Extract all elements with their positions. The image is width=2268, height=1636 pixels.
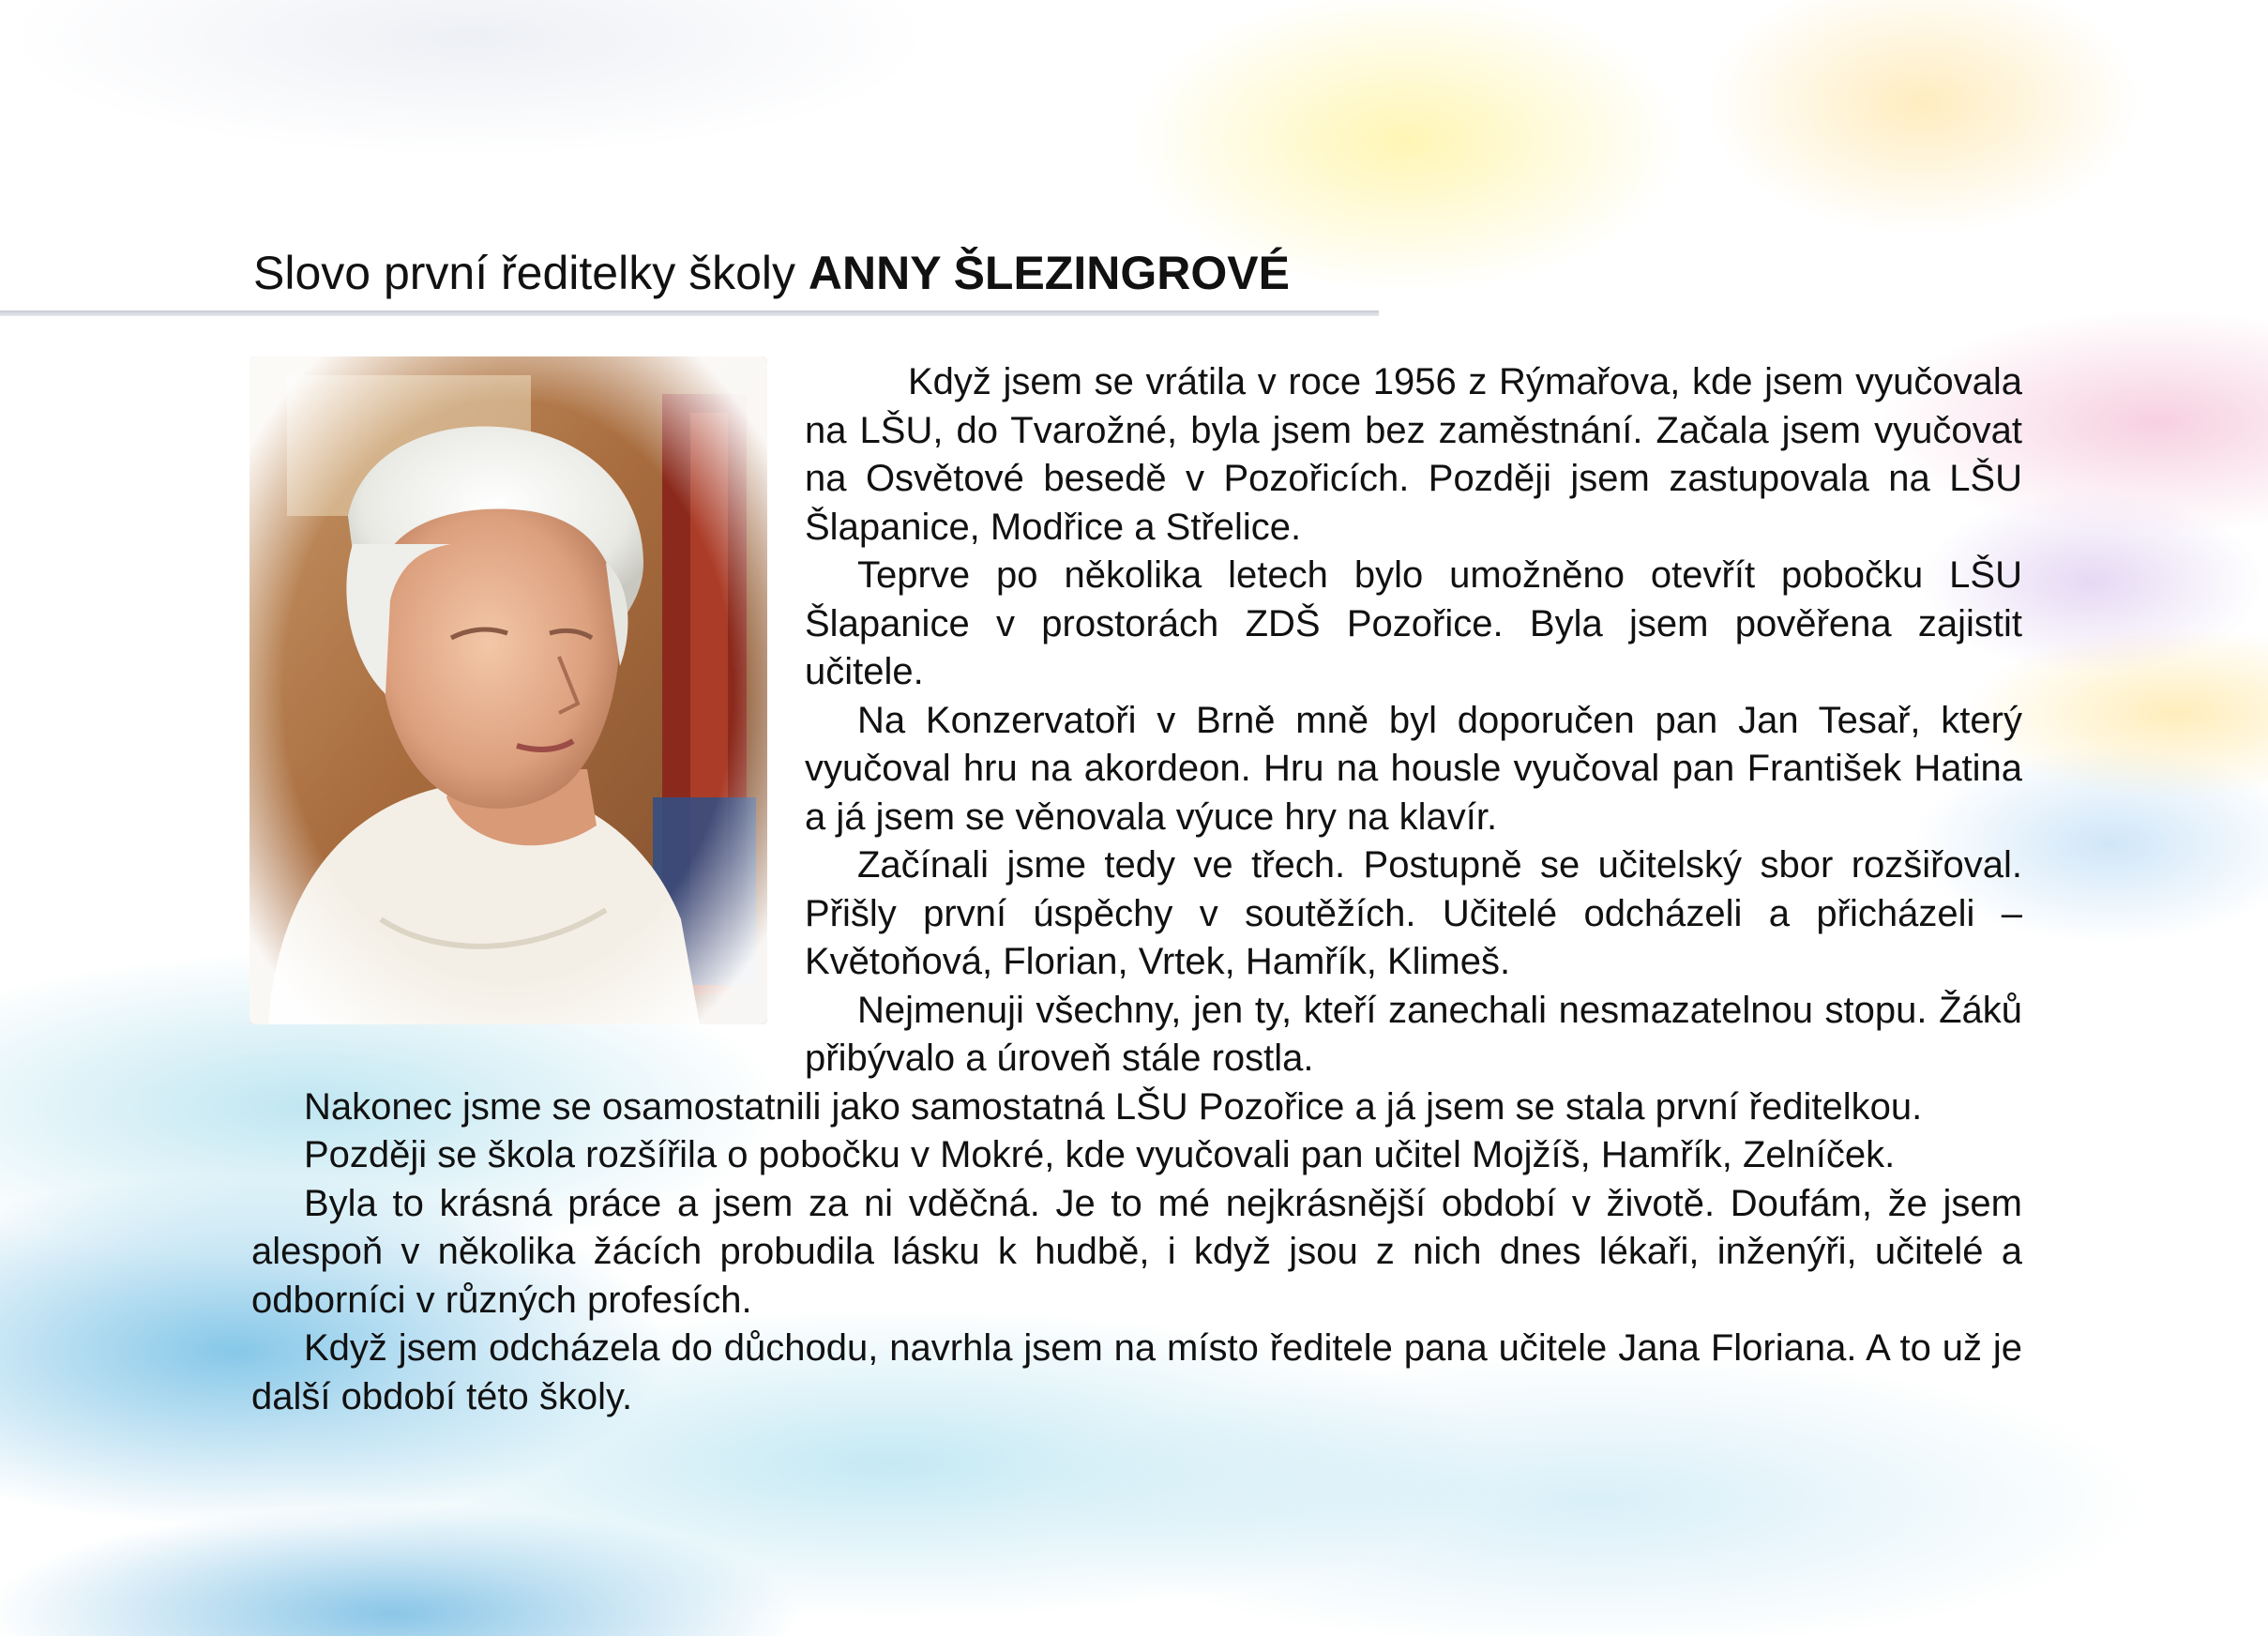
paragraph: Teprve po několika letech bylo umožněno otevřít pobočku LŠU Šlapanice v prostorách ZDŠ Pozořice. Byla jsem pověřena zajistit učitele. [805, 554, 2022, 692]
paragraph: Později se škola rozšířila o pobočku v Mokré, kde vyučovali pan učitel Mojžíš, Hamřík, Zelníček. [304, 1134, 1896, 1175]
heading-prefix: Slovo první ředitelky školy [253, 247, 809, 299]
paragraph: Na Konzervatoři v Brně mně byl doporučen pan Jan Tesař, který vyučoval hru na akordeon. Hru na housle vyučoval pan František Hatina a já jsem se věnovala výuce hry na klavír. [805, 699, 2022, 838]
paragraph: Když jsem odcházela do důchodu, navrhla jsem na místo ředitele pana učitele Jana Floriana. A to už je další období této školy. [251, 1327, 2022, 1417]
heading-name: ANNY ŠLEZINGROVÉ [808, 247, 1290, 299]
letter-body [251, 358, 2022, 1421]
page-heading [253, 244, 1290, 302]
heading-underline [0, 311, 1379, 316]
paragraph: Když jsem se vrátila v roce 1956 z Rýmařova, kde jsem vyučovala na LŠU, do Tvarožné, byla jsem bez zaměstnání. Začala jsem vyučovat na Osvětové besedě v Pozořicích. Později jsem zastupovala na LŠU Šlapanice, Modřice a Střelice. [805, 361, 2022, 548]
paragraph: Nakonec jsme se osamostatnili jako samostatná LŠU Pozořice a já jsem se stala první ředitelkou. [304, 1085, 1923, 1128]
paragraph: Nejmenuji všechny, jen ty, kteří zanechali nesmazatelnou stopu. Žáků přibývalo a úroveň stále rostla. [805, 989, 2022, 1079]
paragraph: Byla to krásná práce a jsem za ni vděčná. Je to mé nejkrásnější období v životě. Doufám, že jsem alespoň v několika žácích probudila lásku k hudbě, i když jsou z nich dnes lékaři, inženýři, učitelé a odborníci v různých profesích. [251, 1182, 2022, 1321]
paragraph: Začínali jsme tedy ve třech. Postupně se učitelský sbor rozšiřoval. Přišly první úspěchy v soutěžích. Učitelé odcházeli a přicházeli – Květoňová, Florian, Vrtek, Hamřík, Klimeš. [805, 844, 2022, 982]
photo-wrap-spacer [251, 358, 805, 1071]
